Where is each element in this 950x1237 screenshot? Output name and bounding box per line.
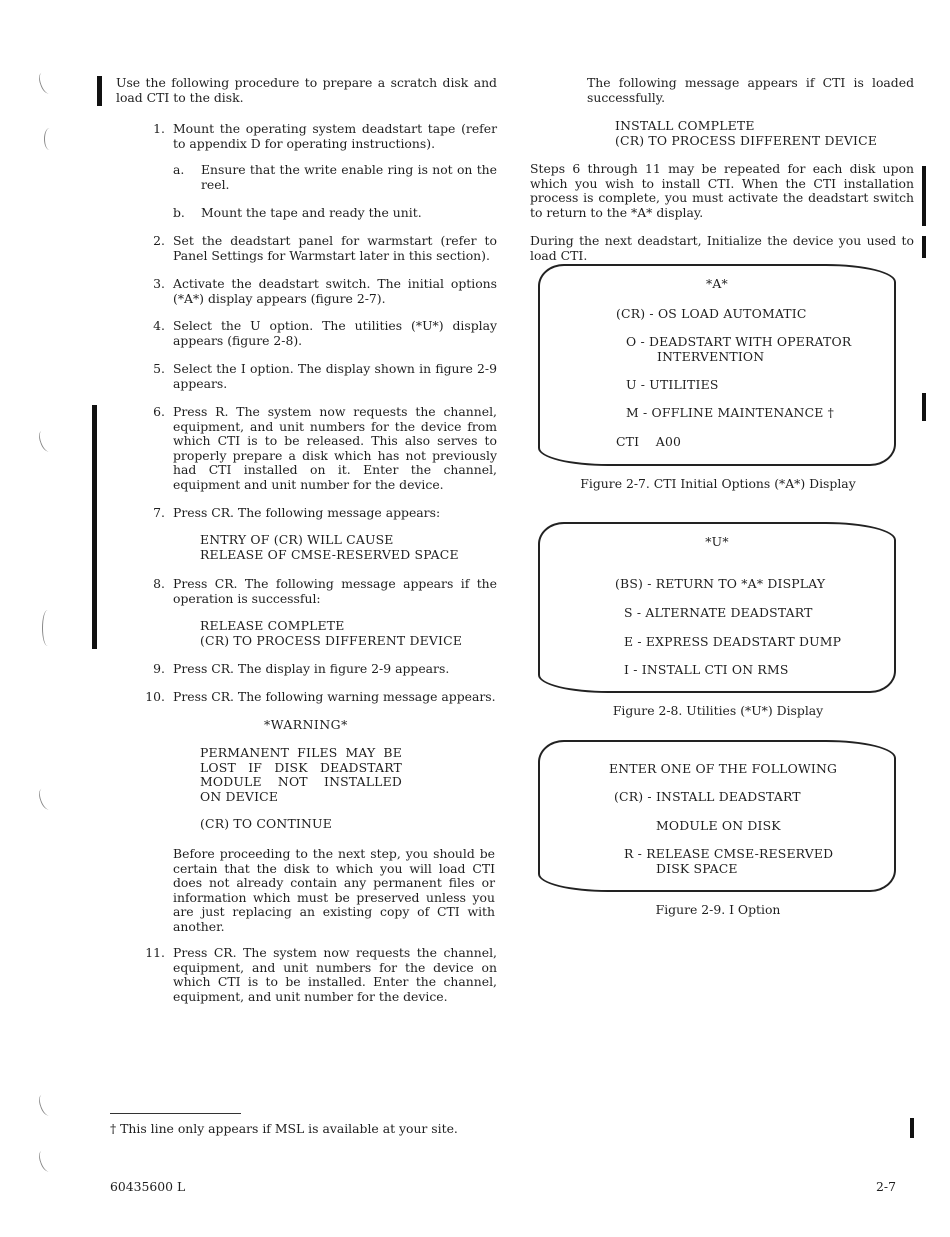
display-option: O - DEADSTART WITH OPERATOR (626, 334, 852, 349)
warning-line: ON DEVICE (200, 788, 279, 804)
warning-line: PERMANENT FILES MAY BE (200, 745, 402, 760)
step-5: 5. Select the I option. The display shown in figure 2-9 appears. (153, 361, 497, 391)
page-number: 2-7 (876, 1179, 896, 1194)
display-option: (CR) - INSTALL DEADSTART (614, 789, 801, 804)
binder-hole-mark (44, 128, 55, 150)
display-option: S - ALTERNATE DEADSTART (624, 605, 813, 620)
step-3: 3. Activate the deadstart switch. The initial options (*A*) display appears (figure 2-7). (153, 276, 497, 306)
display-option: (BS) - RETURN TO *A* DISPLAY (615, 576, 826, 591)
binder-hole-mark (42, 610, 53, 646)
substep-b: b. Mount the tape and ready the unit. (173, 205, 422, 220)
step-8: 8. Press CR. The following message appears if the operation is successful: (153, 576, 497, 606)
footnote: † This line only appears if MSL is available at your site. (110, 1121, 458, 1136)
binder-hole-mark (37, 1149, 55, 1173)
step-7-message: ENTRY OF (CR) WILL CAUSE RELEASE OF CMSE-RESERVED SPACE (200, 532, 459, 562)
step-1: 1. Mount the operating system deadstart tape (refer to appendix D for operating instructions). (153, 121, 497, 151)
warning-line: MODULE NOT INSTALLED (200, 774, 402, 790)
step-10: 10. Press CR. The following warning message appears. (145, 689, 496, 704)
warning-title: *WARNING* (264, 717, 348, 732)
document-number: 60435600 L (110, 1179, 186, 1194)
binder-hole-mark (37, 71, 55, 95)
step-7: 7. Press CR. The following message appears: (153, 505, 441, 520)
repeat-paragraph: Steps 6 through 11 may be repeated for each disk upon which you wish to install CTI. When the CTI installation process is complete, you must activate the deadstart switch to return to the *A* display. (530, 161, 914, 220)
change-bar (97, 76, 102, 106)
display-option: DISK SPACE (656, 861, 738, 876)
step-8-message: RELEASE COMPLETE (CR) TO PROCESS DIFFERENT DEVICE (200, 618, 463, 648)
figure-2-7-display (538, 264, 896, 466)
display-title: *A* (706, 276, 728, 291)
display-option: U - UTILITIES (626, 377, 719, 392)
display-option: INTERVENTION (657, 349, 765, 364)
intro-paragraph: Use the following procedure to prepare a scratch disk and load CTI to the disk. (116, 75, 497, 105)
display-option: ENTER ONE OF THE FOLLOWING (609, 761, 838, 776)
display-title: *U* (705, 534, 729, 549)
display-option: R - RELEASE CMSE-RESERVED (624, 846, 834, 861)
figure-2-7-caption: Figure 2-7. CTI Initial Options (*A*) Display (580, 476, 856, 491)
success-message: INSTALL COMPLETE (CR) TO PROCESS DIFFERENT DEVICE (615, 118, 878, 148)
success-intro: The following message appears if CTI is loaded successfully. (587, 75, 914, 105)
figure-2-8-display (538, 522, 896, 693)
step-11: 11. Press CR. The system now requests the channel, equipment, and unit numbers for the device on which CTI is to be installed. Enter the channel, equipment, and unit number for the device. (145, 945, 497, 1004)
binder-hole-mark (37, 1093, 55, 1117)
footnote-rule (110, 1113, 241, 1114)
change-bar (922, 393, 926, 421)
next-deadstart-paragraph: During the next deadstart, Initialize the device you used to load CTI. (530, 233, 914, 263)
display-option: M - OFFLINE MAINTENANCE † (626, 405, 835, 420)
binder-hole-mark (37, 787, 55, 811)
step-2: 2. Set the deadstart panel for warmstart (refer to Panel Settings for Warmstart later in this section). (153, 233, 497, 263)
change-bar (92, 405, 97, 649)
step-4: 4. Select the U option. The utilities (*U*) display appears (figure 2-8). (153, 318, 497, 348)
display-option: (CR) - OS LOAD AUTOMATIC (616, 306, 807, 321)
warning-line: LOST IF DISK DEADSTART (200, 759, 402, 775)
figure-2-8-caption: Figure 2-8. Utilities (*U*) Display (612, 703, 824, 718)
figure-2-9-display (538, 740, 896, 892)
display-option: MODULE ON DISK (656, 818, 781, 833)
warning-message (200, 746, 402, 804)
binder-hole-mark (37, 429, 55, 453)
continue-message: (CR) TO CONTINUE (200, 816, 332, 831)
figure-2-9-caption: Figure 2-9. I Option (655, 902, 781, 917)
display-option: I - INSTALL CTI ON RMS (624, 662, 789, 677)
display-option: E - EXPRESS DEADSTART DUMP (624, 634, 842, 649)
step-6: 6. Press R. The system now requests the channel, equipment, and unit numbers for the device from which CTI is to be released. This also serves to properly prepare a disk which has not previously had CTI installed on it. Enter the channel, equipment and unit number for the device. (153, 404, 497, 492)
change-bar (922, 236, 926, 258)
change-bar (910, 1118, 914, 1138)
change-bar (922, 166, 926, 226)
display-option: CTI A00 (616, 434, 682, 449)
substep-a: a. Ensure that the write enable ring is not on the reel. (173, 162, 497, 192)
step-9: 9. Press CR. The display in figure 2-9 appears. (153, 661, 450, 676)
caution-note: Before proceeding to the next step, you should be certain that the disk to which you will load CTI does not already contain any permanent files or information which must be preserved unless you are just replacing an existing copy of CTI with another. (173, 846, 495, 934)
